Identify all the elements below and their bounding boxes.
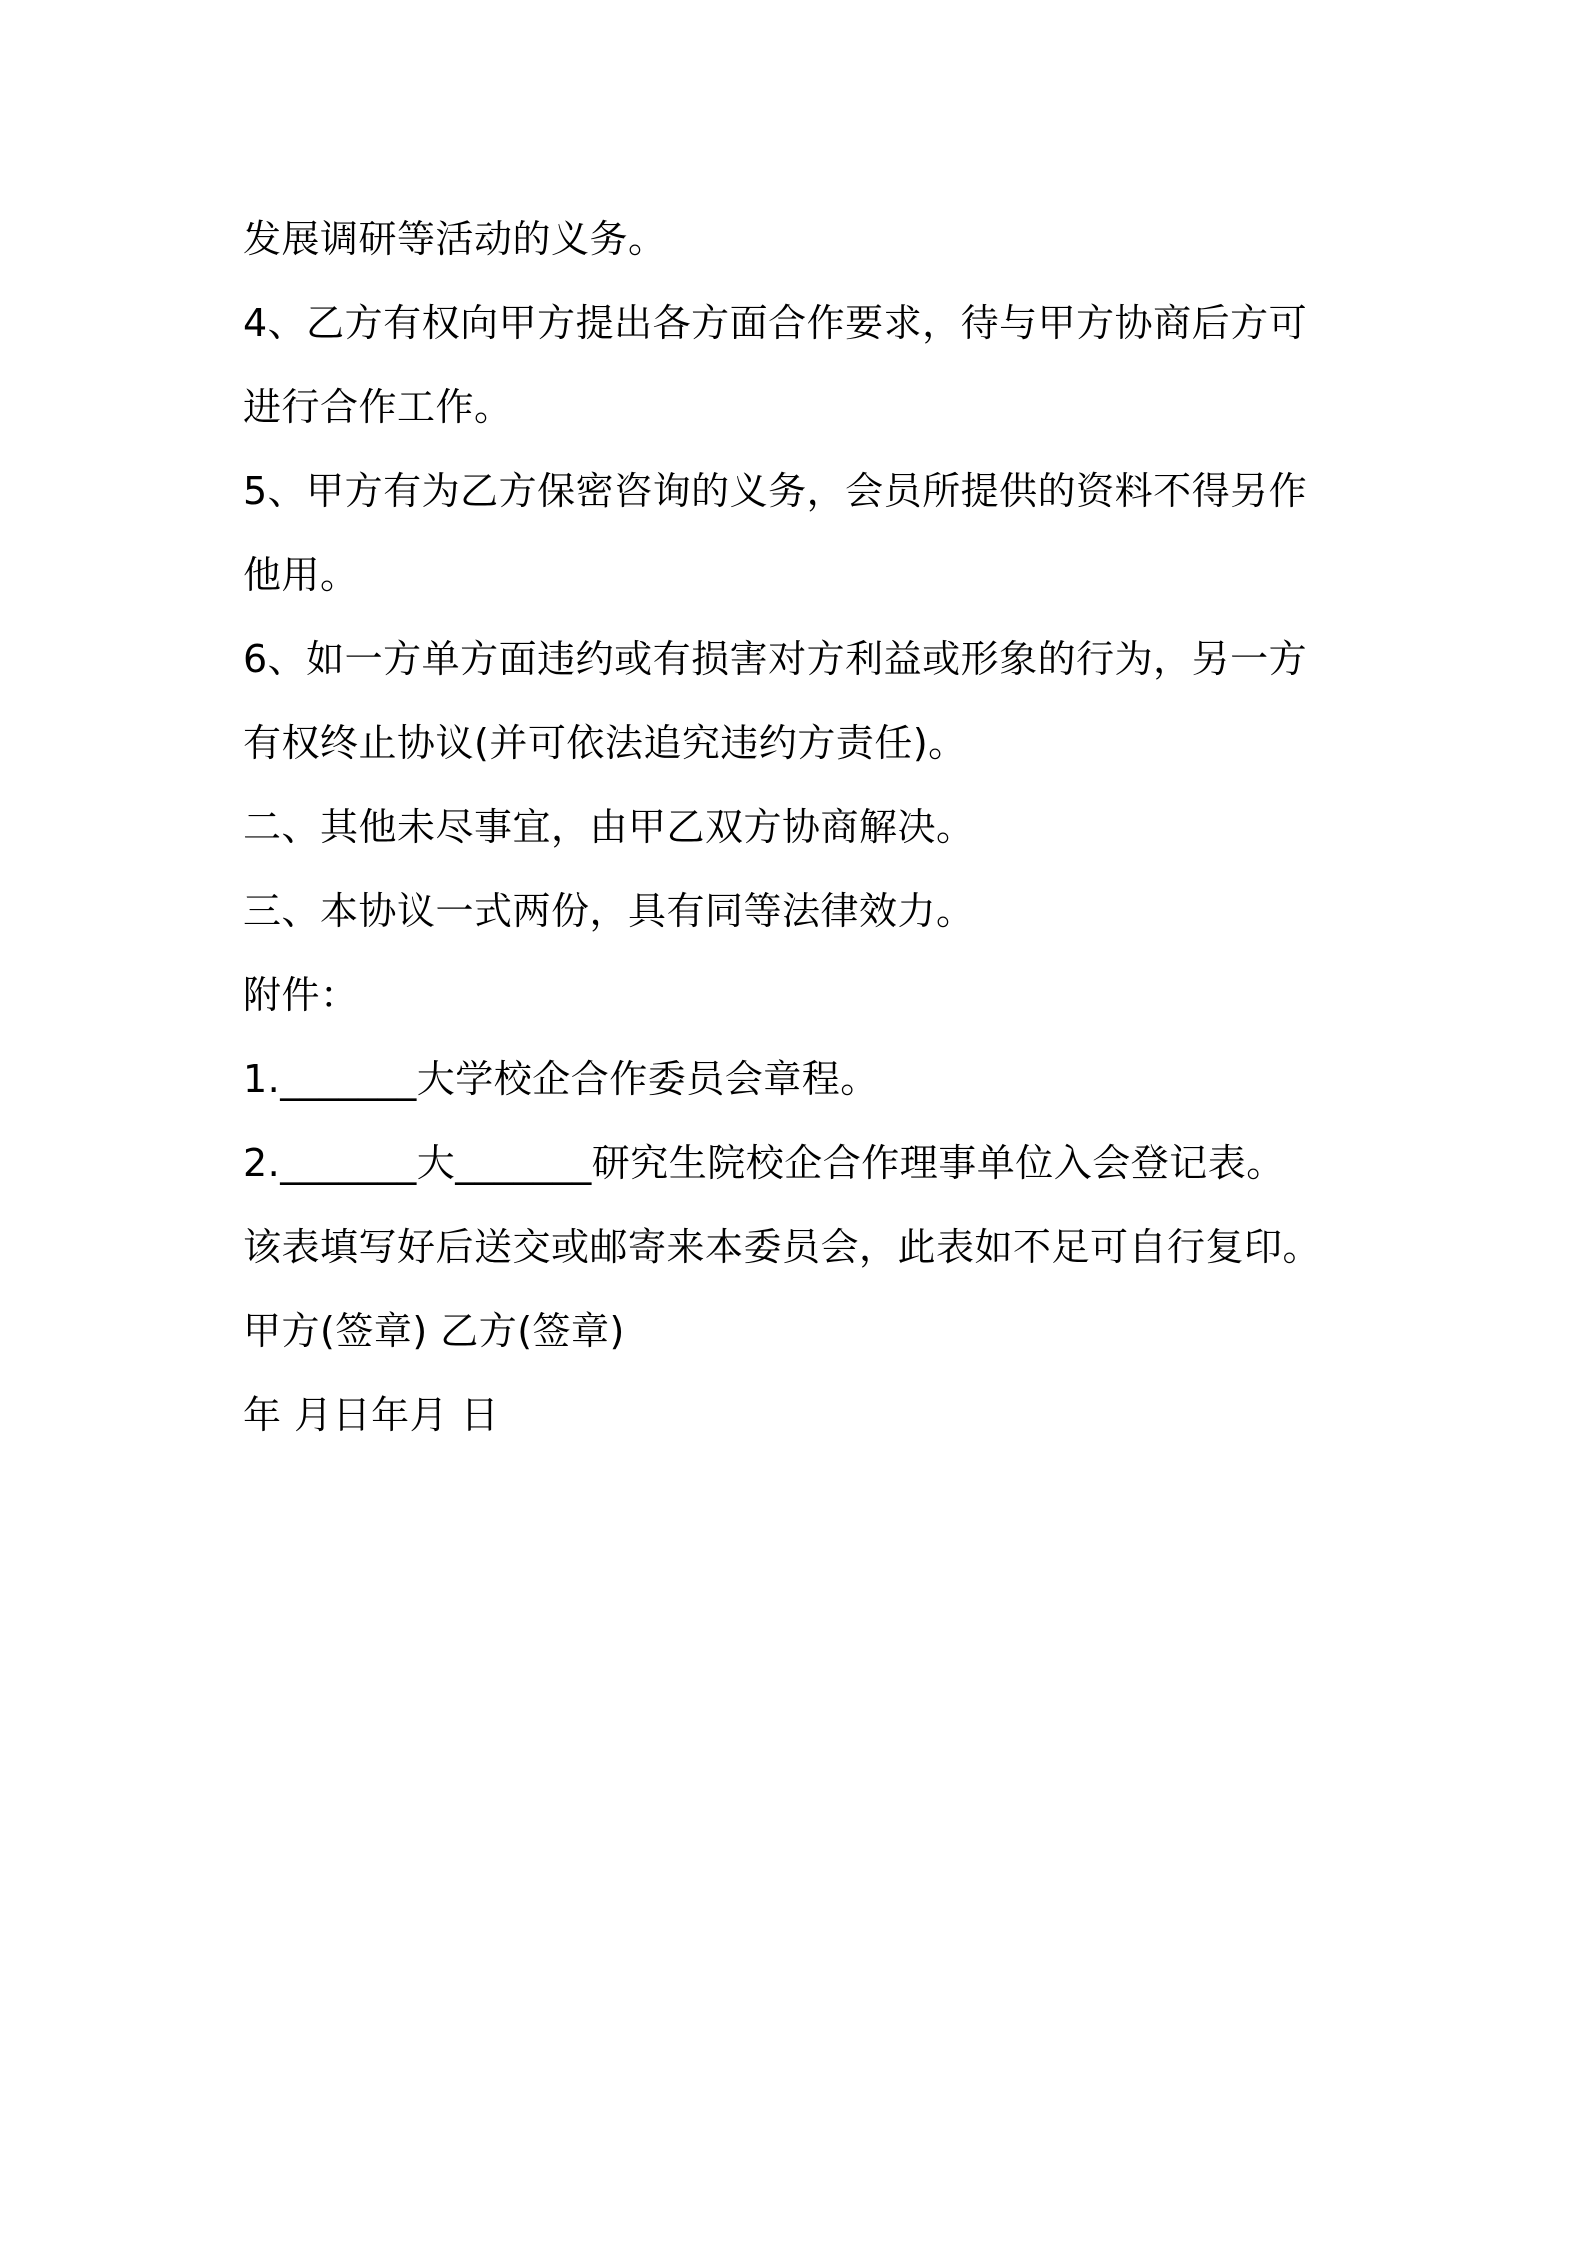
date-line: 年 月日年月 日: [243, 1393, 500, 1437]
attachments-heading: 附件：: [243, 973, 359, 1017]
document-body: [243, 197, 1373, 1457]
section-3-copies: 三、本协议一式两份，具有同等法律效力。: [243, 889, 975, 933]
clause-4-line-1: 4、乙方有权向甲方提出各方面合作要求，待与甲方协商后方可: [243, 301, 1308, 345]
attachment-1: 1._______大学校企合作委员会章程。: [243, 1057, 879, 1101]
clause-5-line-2: 他用。: [243, 553, 359, 597]
submission-note: 该表填写好后送交或邮寄来本委员会，此表如不足可自行复印。: [243, 1225, 1322, 1269]
clause-6-line-2: 有权终止协议(并可依法追究违约方责任)。: [243, 721, 967, 765]
clause-5-line-1: 5、甲方有为乙方保密咨询的义务，会员所提供的资料不得另作: [243, 469, 1308, 513]
clause-6-line-1: 6、如一方单方面违约或有损害对方利益或形象的行为，另一方: [243, 637, 1308, 681]
attachment-2: 2._______大_______研究生院校企合作理事单位入会登记表。: [243, 1141, 1285, 1185]
text-line-duty-continuation: 发展调研等活动的义务。: [243, 217, 667, 261]
signature-line: 甲方(签章) 乙方(签章): [243, 1309, 625, 1353]
section-2-other-matters: 二、其他未尽事宜，由甲乙双方协商解决。: [243, 805, 975, 849]
clause-4-line-2: 进行合作工作。: [243, 385, 513, 429]
